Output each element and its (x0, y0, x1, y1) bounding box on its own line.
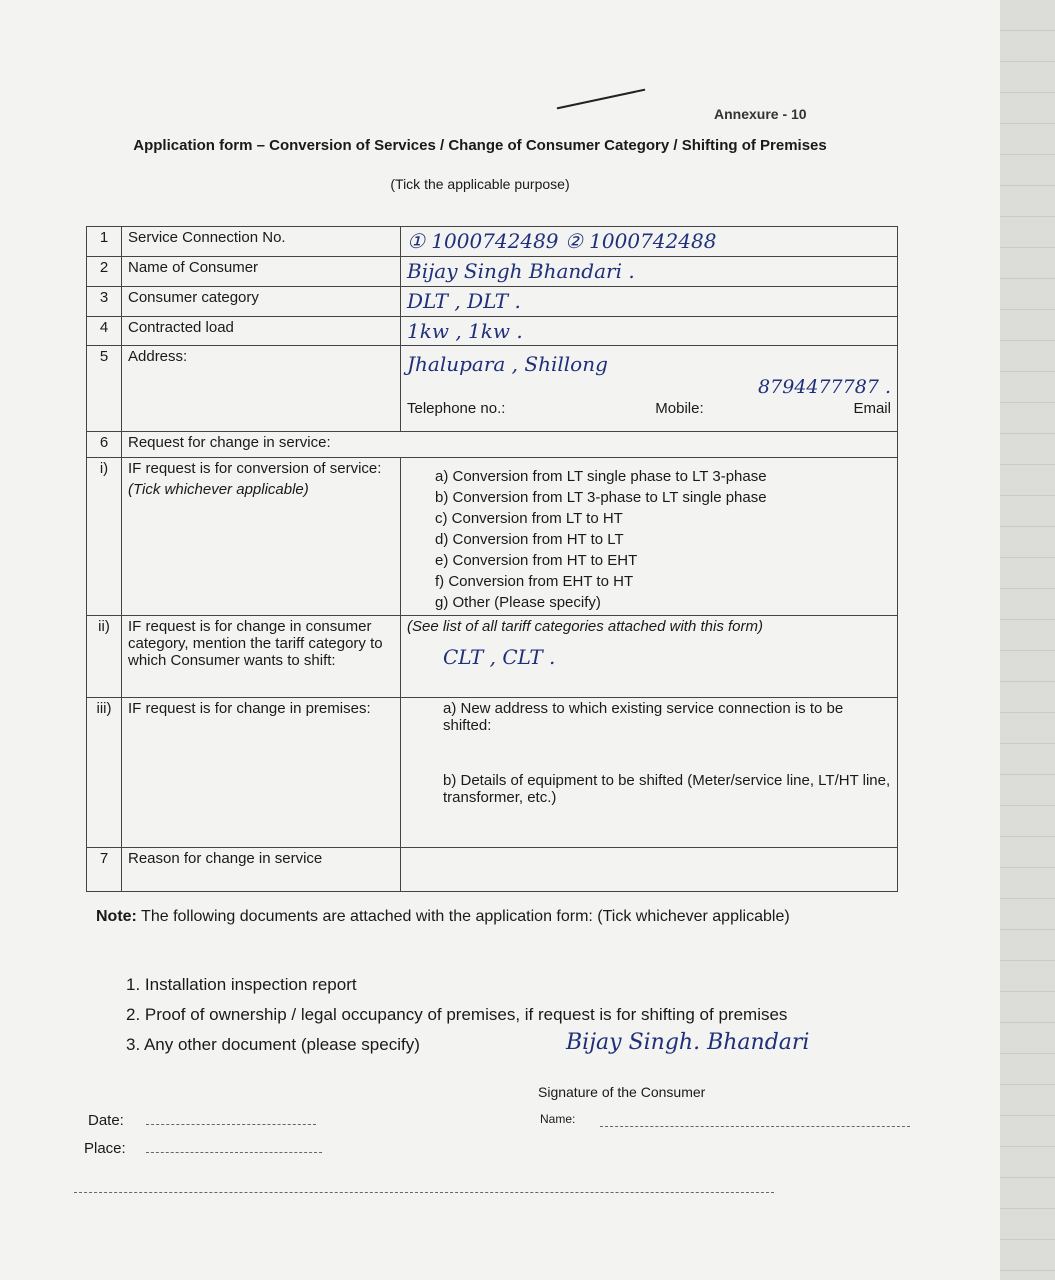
reason-field[interactable] (401, 848, 898, 892)
tariff-category-value[interactable]: CLT , CLT . (443, 645, 556, 669)
table-row (87, 257, 898, 287)
row-sublabel: (Tick whichever applicable) (128, 481, 309, 498)
phone-number-value[interactable]: 8794477787 . (758, 376, 891, 398)
row-label: Address: (122, 346, 401, 432)
row-label: IF request is for change in consumer category, mention the tariff category to which Consumer wants to shift: (122, 616, 401, 698)
equipment-details-field[interactable]: b) Details of equipment to be shifted (Meter/service line, LT/HT line, transformer, etc.) (443, 772, 891, 806)
row-label: Contracted load (122, 317, 401, 346)
date-line[interactable] (146, 1124, 316, 1125)
place-line[interactable] (146, 1152, 322, 1153)
consumer-name-value[interactable]: Bijay Singh Bhandari . (401, 257, 898, 287)
option-item[interactable]: f) Conversion from EHT to HT (435, 573, 634, 590)
row-label: Consumer category (122, 287, 401, 317)
row-number: 3 (87, 287, 122, 317)
row-number: 7 (87, 848, 122, 892)
new-address-field[interactable]: a) New address to which existing service connection is to be shifted: (443, 700, 844, 734)
note-bold: Note: (96, 908, 137, 925)
tariff-note: (See list of all tariff categories attached with this form) (407, 618, 763, 635)
row-number: 6 (87, 432, 122, 458)
option-item[interactable]: c) Conversion from LT to HT (435, 510, 623, 527)
conversion-options-cell (401, 458, 898, 616)
row-number: i) (87, 458, 122, 616)
row-number: 5 (87, 346, 122, 432)
table-row (87, 227, 898, 257)
table-row (87, 432, 898, 458)
row-number: 4 (87, 317, 122, 346)
table-row (87, 698, 898, 848)
shifting-cell (401, 698, 898, 848)
bottom-dashed-line (74, 1192, 774, 1193)
address-value[interactable]: Jhalupara , Shillong (407, 352, 608, 376)
address-cell (401, 346, 898, 432)
table-row (87, 346, 898, 432)
telephone-label: Telephone no.: (407, 400, 506, 417)
option-item[interactable]: g) Other (Please specify) (435, 594, 601, 611)
form-subtitle: (Tick the applicable purpose) (390, 176, 570, 192)
table-row (87, 458, 898, 616)
row-label: Service Connection No. (122, 227, 401, 257)
pen-stroke (557, 89, 645, 110)
row-number: 1 (87, 227, 122, 257)
option-item[interactable]: d) Conversion from HT to LT (435, 531, 624, 548)
signature-caption: Signature of the Consumer (538, 1084, 706, 1100)
consumer-signature: Bijay Singh. Bhandari (566, 1030, 810, 1055)
application-table (86, 226, 898, 892)
row-number: 2 (87, 257, 122, 287)
row-label: Reason for change in service (122, 848, 401, 892)
row-label: Request for change in service: (122, 432, 898, 458)
table-row (87, 287, 898, 317)
list-item[interactable]: 2. Proof of ownership / legal occupancy of premises, if request is for shifting of premises (126, 1005, 788, 1024)
place-label: Place: (84, 1140, 126, 1157)
email-label: Email (853, 400, 891, 417)
option-item[interactable]: a) Conversion from LT single phase to LT 3-phase (435, 468, 767, 485)
table-row (87, 317, 898, 346)
list-item[interactable]: 1. Installation inspection report (126, 975, 357, 994)
list-item[interactable]: 3. Any other document (please specify) (126, 1035, 420, 1054)
row-label: IF request is for conversion of service: (128, 460, 382, 477)
row-label: IF request is for change in premises: (122, 698, 401, 848)
mobile-label: Mobile: (655, 400, 704, 417)
row-number: iii) (87, 698, 122, 848)
annexure-label: Annexure - 10 (714, 106, 807, 122)
option-item[interactable]: e) Conversion from HT to EHT (435, 552, 638, 569)
name-caption: Name: (540, 1112, 576, 1126)
table-row (87, 616, 898, 698)
option-item[interactable]: b) Conversion from LT 3-phase to LT single phase (435, 489, 767, 506)
notebook-edge (1000, 0, 1055, 1280)
form-title: Application form – Conversion of Services / Change of Consumer Category / Shifting of Premises (133, 137, 827, 154)
row-label-cell (122, 458, 401, 616)
service-connection-value[interactable]: ① 1000742489 ② 1000742488 (401, 227, 898, 257)
row-label: Name of Consumer (122, 257, 401, 287)
documents-note (96, 904, 866, 930)
row-number: ii) (87, 616, 122, 698)
conversion-options (435, 466, 891, 613)
contracted-load-value[interactable]: 1kw , 1kw . (401, 317, 898, 346)
name-line[interactable] (600, 1126, 910, 1127)
note-text: The following documents are attached with the application form: (Tick whichever applicable) (136, 908, 790, 925)
consumer-category-value[interactable]: DLT , DLT . (401, 287, 898, 317)
table-row (87, 848, 898, 892)
date-label: Date: (88, 1112, 124, 1129)
tariff-category-cell (401, 616, 898, 698)
